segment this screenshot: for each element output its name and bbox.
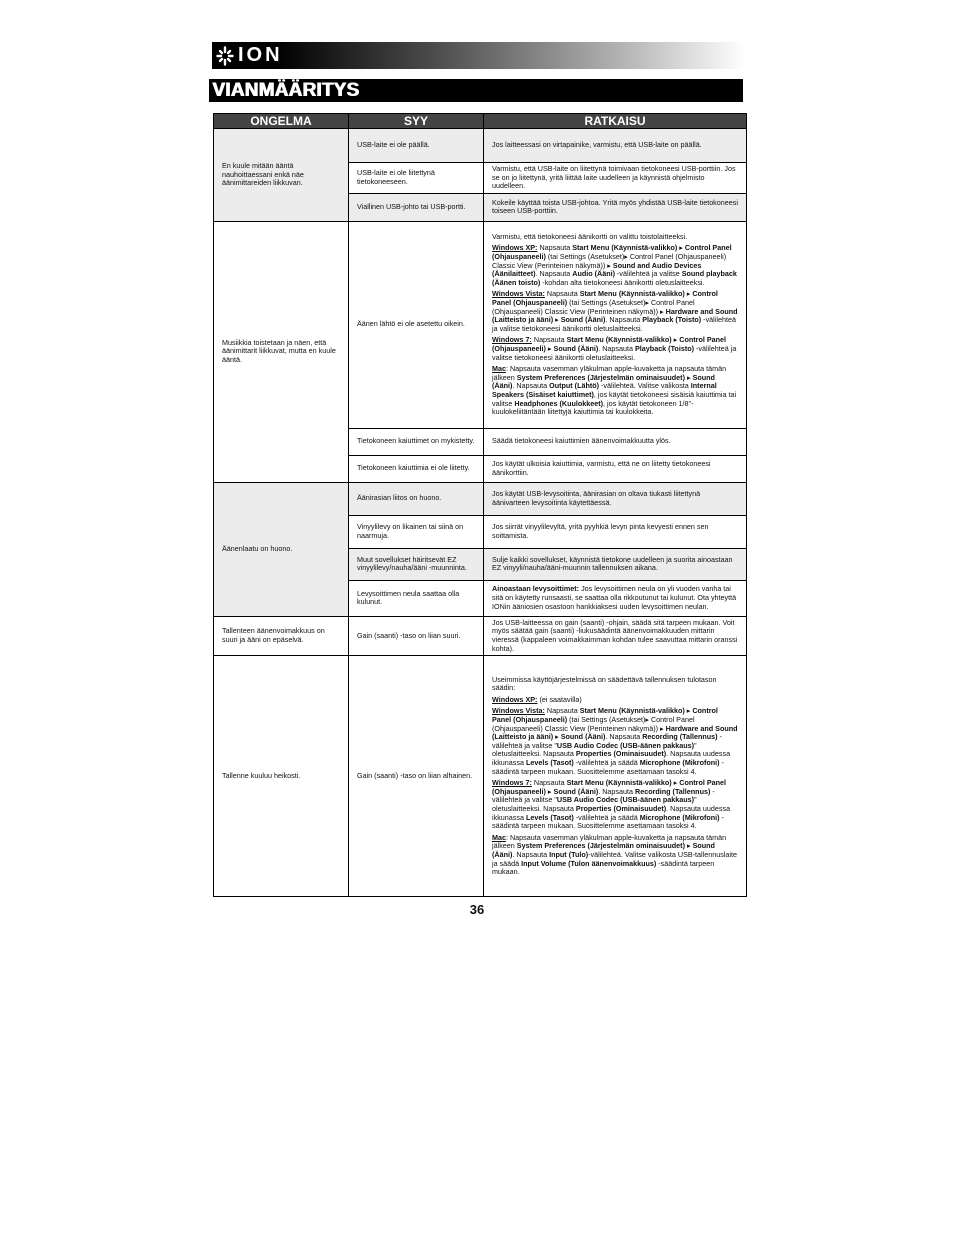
solution-cell [484,221,747,428]
text-run: Sound (Ääni) [553,343,599,353]
cause-cell: USB-laite ei ole liitettynä tietokoneeseen. [349,163,484,194]
troubleshooting-table [213,113,747,897]
text-run: Control Panel (Ohjauspaneeli) [492,335,727,353]
section-title-bar [209,79,743,102]
text-run: Playback (Toisto) [635,343,694,353]
solution-cell [484,129,747,163]
text-run: System Preferences (Järjestelmän ominaisuudet) [516,372,685,382]
text-run: Start Menu (Käynnistä-valikko) [572,243,678,253]
text-run: Mac [492,832,506,842]
cause-cell: USB-laite ei ole päällä. [349,129,484,163]
text-run: ▸ [684,372,693,382]
solution-paragraph [492,834,738,877]
solution-paragraph [492,523,738,540]
text-run: Windows 7: [492,778,532,788]
cause-cell: Äänen lähtö ei ole asetettu oikein. [349,221,484,428]
text-run: ▸ [553,315,561,325]
text-run: . Napsauta [598,343,636,353]
cause-cell: Äänirasian liitos on huono. [349,482,484,515]
text-run: Start Menu (Käynnistä-valikko) [566,778,672,788]
column-header-problem: ONGELMA [214,114,349,129]
solution-cell [484,163,747,194]
solution-paragraph [492,336,738,362]
column-header-solution: RATKAISU [484,114,747,129]
text-run: Input Volume (Tulon äänenvoimakkuus) [521,858,657,868]
text-run: Windows XP: [492,243,538,253]
ion-logo-text: ION [238,44,283,66]
text-run: Input (Tulo) [549,849,589,859]
text-run: Output (Lähtö) [549,381,600,391]
text-run: ▸ [671,778,680,788]
table-header-row [214,114,747,129]
text-run: Windows XP: [492,694,538,704]
text-run: " oletuslaitteeksi. Napsauta [492,795,697,813]
text-run: Windows Vista: [492,289,545,299]
solution-cell [484,455,747,482]
text-run: -välilehteä ja valitse " [492,732,722,750]
text-run: Playback (Toisto) [642,315,702,325]
text-run: Control Panel (Ohjauspaneeli) [492,289,718,307]
text-run: -säädintä tarpeen mukaan. Suosittelemme asettamaan tasoksi 4. [492,757,724,776]
text-run: Jos käytät USB-levysoitinta, äänirasian on oltava tiukasti liitettynä äänivarteen levysoitinta käytettäessä. [492,489,701,507]
text-run: Säädä tietokoneesi kaiuttimien äänenvoimakkuutta ylös. [492,436,671,446]
text-run: Sound and Audio Devices (Äänilaitteet) [492,260,702,279]
text-run: Start Menu (Käynnistä-valikko) [579,706,685,716]
table-row [214,482,747,515]
text-run: -säädintä tarpeen mukaan. Suosittelemme asettamaan tasoksi 4. [492,812,724,831]
text-run: (tai Settings (Asetukset)▸ Control Panel (Ohjauspaneeli) Classic View (Perinteinen näkymä)) ▸ [492,715,695,733]
text-run: (ei saatavilla) [537,694,582,704]
solution-cell [484,193,747,221]
text-run: Levels (Tasot) [525,812,574,822]
text-run: Jos USB-laitteessa on gain (saanti) -ohjain, säädä sitä tarpeen mukaan. Voit myös säätää gain (saanti) -liukusäädintä äänenvoimakkuuden mittarin vieressä (kappaleen voimakkaimman kohdan tulee saavuttaa mittarin oranssi kohta). [492,617,738,653]
text-run: ▸ [684,841,693,851]
text-run: Control Panel (Ohjauspaneeli) [492,778,727,796]
solution-paragraph [492,437,738,446]
text-run: Varmistu, että USB-laite on liitettynä toimivaan tietokoneesi USB-porttiin. Jos se on jo liitettynä, yritä liittää laite uudelleen ja käynnistä ohjelmisto uudelleen. [492,164,736,191]
text-run: -välilehteä ja valitse tietokoneesi äänikortti oletuslaitteeksi. [492,343,737,362]
text-run: (tai Settings (Asetukset)▸ Control Panel (Ohjauspaneeli) Classic View (Perinteinen näkymä)) ▸ [492,252,727,270]
solution-paragraph [492,141,738,150]
solution-paragraph [492,233,738,242]
solution-cell [484,482,747,515]
text-run: ▸ [684,289,693,299]
table-row [214,616,747,655]
text-run: . Napsauta [598,786,636,796]
text-run: USB Audio Codec (USB-äänen pakkaus) [556,740,695,750]
solution-paragraph [492,199,738,216]
text-run: Windows Vista: [492,706,545,716]
text-run: Sound (Ääni) [492,372,715,391]
solution-paragraph [492,585,738,611]
text-run: : Napsauta vasemman yläkulman apple-kuvaketta ja napsauta tämän jälkeen [492,832,727,851]
table-row [214,656,747,897]
cause-cell: Gain (saanti) -taso on liian alhainen. [349,656,484,897]
text-run: Varmistu, että tietokoneesi äänikortti on valittu toistolaitteeksi. [492,231,688,241]
cause-cell: Viallinen USB-johto tai USB-portti. [349,193,484,221]
cause-cell: Tietokoneen kaiuttimia ei ole liitetty. [349,455,484,482]
text-run: Start Menu (Käynnistä-valikko) [579,289,685,299]
text-run: Jos levysoittimen neula on yli vuoden vanha tai sitä on käytetty runsaasti, se saattaa olla rikkoutunut tai kulunut. Ota yhteyttä IONin ääniosien osastoon hankkiaksesi uuden levysoittimen neulan. [492,584,737,611]
table-row [214,221,747,428]
solution-paragraph [492,244,738,287]
text-run: Sulje kaikki sovellukset, käynnistä tietokone uudelleen ja suorita ainoastaan EZ vinyyli/nauha/ääni-muunnin tallennuksen aikana. [492,554,733,573]
text-run: Properties (Ominaisuudet) [575,749,667,759]
problem-cell: Tallenne kuuluu heikosti. [214,656,349,897]
text-run: Sound (Ääni) [560,315,606,325]
page-title: VIANMÄÄRITYS [212,80,360,101]
solution-cell [484,616,747,655]
text-run: Microphone (Mikrofoni) [639,757,720,767]
solution-paragraph [492,556,738,573]
text-run: Internal Speakers (Sisäiset kaiuttimet) [492,381,717,399]
text-run: Ainoastaan levysoittimet: [492,584,580,594]
solution-cell [484,548,747,580]
text-run: ▸ [545,343,554,353]
problem-cell: En kuule mitään ääntä nauhoittaessani enkä näe äänimittareiden liikkuvan. [214,129,349,222]
problem-cell: Musiikkia toistetaan ja näen, että äänimittarit liikkuvat, mutta en kuule ääntä. [214,221,349,482]
text-run: Mac [492,364,506,374]
page-number: 36 [469,902,485,917]
text-run: , jos käytät tietokoneen 1/8"-kuulokeliitäntään liitettyjä kaiuttimia tai kuulokkeita. [492,398,694,417]
solution-paragraph [492,290,738,333]
text-run: Jos siirrät vinyylilevyltä, yritä pyyhkiä levyn pinta kevyesti ennen sen soittamista. [492,522,709,540]
cause-cell: Gain (saanti) -taso on liian suuri. [349,616,484,655]
text-run: ▸ [671,335,680,345]
text-run: USB Audio Codec (USB-äänen pakkaus) [556,795,695,805]
cause-cell: Tietokoneen kaiuttimet on mykistetty. [349,428,484,455]
text-run: Napsauta [544,289,580,299]
text-run: -kohdan alta tietokoneesi äänikortti oletuslaitteeksi. [540,277,705,287]
text-run: : Napsauta vasemman yläkulman apple-kuvaketta ja napsauta tämän jälkeen [492,364,727,382]
text-run: Windows 7: [492,335,532,345]
problem-cell: Tallenteen äänenvoimakkuus on suuri ja ääni on epäselvä. [214,616,349,655]
text-run: -välilehteä ja valitse [615,269,682,279]
text-run: Sound playback (Äänen toisto) [492,269,737,287]
table-body [214,129,747,897]
cause-cell: Muut sovellukset häiritsevät EZ vinyylilevy/nauha/ääni -muunninta. [349,548,484,580]
text-run: Napsauta [531,335,567,345]
text-run: Hardware and Sound (Laitteisto ja ääni) [492,306,738,325]
text-run: Sound (Ääni) [492,841,715,859]
text-run: Recording (Tallennus) [642,732,718,742]
solution-cell [484,428,747,455]
text-run: -säädintä tarpeen mukaan. [492,858,715,877]
text-run: Kokeile käyttää toista USB-johtoa. Yritä myös yhdistää USB-laite tietokoneesi toiseen USB-porttiin. [492,197,738,216]
text-run: Hardware and Sound (Laitteisto ja ääni) [492,723,738,742]
text-run: . Napsauta [512,849,550,859]
text-run: Headphones (Kuulokkeet) [514,398,604,408]
text-run: . Napsauta [512,381,550,391]
text-run: -välilehteä. Valitse valikosta [599,381,691,391]
text-run: Recording (Tallennus) [635,786,711,796]
text-run: -välilehteä ja säädä [573,757,640,767]
solution-paragraph [492,779,738,831]
text-run: System Preferences (Järjestelmän ominaisuudet) [516,841,685,851]
text-run: ▸ [684,706,693,716]
text-run: -välilehteä ja valitse " [492,786,715,805]
text-run: Napsauta [544,706,580,716]
text-run: Napsauta [531,778,567,788]
text-run: , jos käytät tietokoneesi sisäisiä kaiuttimia tai valitse [492,389,737,408]
text-run: . Napsauta uudessa ikkunassa [492,749,731,767]
text-run: Useimmissa käyttöjärjestelmissä on säädettävä tallennuksen tulotason säädin: [492,674,717,693]
text-run: Audio (Ääni) [572,269,616,279]
text-run: Jos käytät ulkoisia kaiuttimia, varmistu, että ne on liitetty tietokoneesi äänikorttiin. [492,459,711,477]
text-run: Control Panel (Ohjauspaneeli) [492,706,718,724]
brand-header-bar [212,42,745,69]
text-run: ▸ [545,786,554,796]
solution-cell [484,580,747,616]
text-run: Sound (Ääni) [553,786,599,796]
solution-paragraph [492,676,738,693]
solution-paragraph [492,696,738,705]
text-run: -välilehteä. Valitse valikosta USB-tallennuslaite ja säädä [492,849,738,868]
solution-paragraph [492,707,738,776]
text-run: Levels (Tasot) [525,757,574,767]
text-run: . Napsauta [605,315,643,325]
text-run: Control Panel (Ohjauspaneeli) [492,243,732,262]
text-run: . Napsauta [605,732,643,742]
text-run: Jos laitteessasi on virtapainike, varmistu, että USB-laite on päällä. [492,140,702,150]
table-row [214,129,747,163]
solution-paragraph [492,619,738,653]
cause-cell: Vinyylilevy on likainen tai siinä on naarmuja. [349,515,484,548]
text-run: Napsauta [537,243,573,253]
text-run: (tai Settings (Asetukset)▸ Control Panel (Ohjauspaneeli) Classic View (Perinteinen näkymä)) ▸ [492,298,695,316]
text-run: Sound (Ääni) [560,732,606,742]
text-run: . Napsauta uudessa ikkunassa [492,803,731,822]
column-header-cause: SYY [349,114,484,129]
solution-cell [484,656,747,897]
text-run: Start Menu (Käynnistä-valikko) [566,335,672,345]
text-run: Microphone (Mikrofoni) [639,812,720,822]
solution-paragraph [492,460,738,477]
text-run: ▸ [553,732,561,742]
solution-paragraph [492,165,738,191]
text-run: " oletuslaitteeksi. Napsauta [492,740,697,759]
text-run: -välilehteä ja valitse tietokoneesi äänikortti oletuslaitteeksi. [492,315,736,333]
text-run: Properties (Ominaisuudet) [575,803,667,813]
cause-cell: Levysoittimen neula saattaa olla kulunut. [349,580,484,616]
solution-paragraph [492,365,738,417]
text-run: . Napsauta [535,269,573,279]
solution-cell [484,515,747,548]
problem-cell: Äänenlaatu on huono. [214,482,349,616]
text-run: ▸ [677,243,685,253]
text-run: -välilehteä ja säädä [573,812,640,822]
solution-paragraph [492,490,738,507]
